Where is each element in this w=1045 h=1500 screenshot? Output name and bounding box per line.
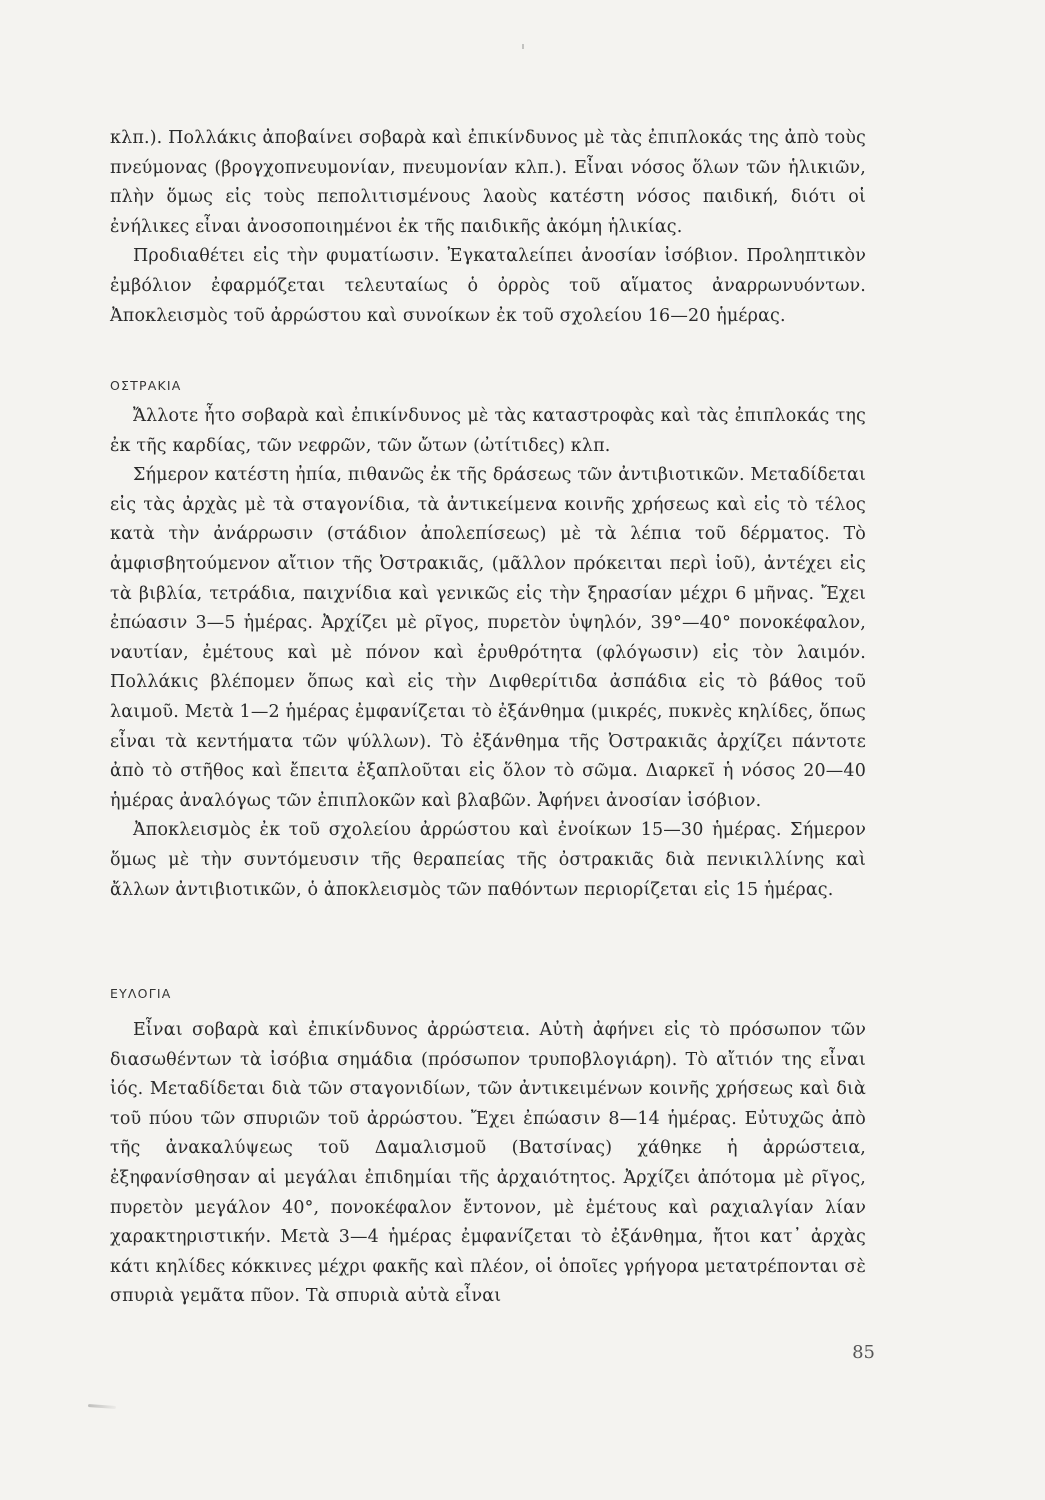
paragraph-measles-prevention: Προδιαθέτει εἰς τὴν φυματίωσιν. Ἐγκαταλείπει ἀνοσίαν ἰσόβιον. Προληπτικὸν ἐμβόλιον ἐφαρμόζεται τελευταίως ὁ ὀρρὸς τοῦ αἵματος ἀναρρωνυόντων. Ἀποκλεισμὸς τοῦ ἀρρώστου καὶ συνοίκων ἐκ τοῦ σχολείου 16—20 ἡμέρας. [110,246,866,326]
paragraph-scarlet-fever-exclusion: Ἀποκλεισμὸς ἐκ τοῦ σχολείου ἀρρώστου καὶ ἐνοίκων 15—30 ἡμέρας. Σήμερον ὅμως μὲ τὴν συντόμευσιν τῆς θεραπείας τῆς ὀστρακιᾶς διὰ πενικιλλίνης καὶ ἄλλων ἀντιβιοτικῶν, ὁ ἀποκλεισμὸς τῶν παθόντων περιορίζεται εἰς 15 ἡμέρας. [110,820,866,900]
scarlet-fever-section-text [110,402,866,905]
heading-scarlet-fever: ΟΣΤΡΑΚΙΑ [110,378,182,393]
paragraph-scarlet-fever-history: Ἄλλοτε ἦτο σοβαρὰ καὶ ἐπικίνδυνος μὲ τὰς καταστροφὰς καὶ τὰς ἐπιπλοκάς της ἐκ τῆς καρδίας, τῶν νεφρῶν, τῶν ὤτων (ὠτίτιδες) κλπ. [110,406,866,456]
scan-smudge [88,1404,116,1409]
scan-mark [522,44,524,49]
paragraph-scarlet-fever-description: Σήμερον κατέστη ἠπία, πιθανῶς ἐκ τῆς δράσεως τῶν ἀντιβιοτικῶν. Μεταδίδεται εἰς τὰς ἀρχὰς μὲ τὰ σταγονίδια, τὰ ἀντικείμενα κοινῆς χρήσεως καὶ εἰς τὸ τέλος κατὰ τὴν ἀνάρρωσιν (στάδιον ἀπολεπίσεως) μὲ τὰ λέπια τοῦ δέρματος. Τὸ ἀμφισβητούμενον αἴτιον τῆς Ὀστρακιᾶς, (μᾶλλον πρόκειται περὶ ἰοῦ), ἀντέχει εἰς τὰ βιβλία, τετράδια, παιχνίδια καὶ γενικῶς εἰς τὴν ξηρασίαν μέχρι 6 μῆνας. Ἔχει ἐπώασιν 3—5 ἡμέρας. Ἀρχίζει μὲ ρῖγος, πυρετὸν ὑψηλόν, 39°—40° πονοκέφαλον, ναυτίαν, ἐμέτους καὶ μὲ πόνον καὶ ἐρυθρότητα (φλόγωσιν) εἰς τὸν λαιμόν. Πολλάκις βλέπομεν ὅπως καὶ εἰς τὴν Διφθερίτιδα ἀσπάδια εἰς τὸ βάθος τοῦ λαιμοῦ. Μετὰ 1—2 ἡμέρας ἐμφανίζεται τὸ ἐξάνθημα (μικρές, πυκνὲς κηλίδες, ὅπως εἶναι τὰ κεντήματα τῶν ψύλλων). Τὸ ἐξάνθημα τῆς Ὀστρακιᾶς ἀρχίζει πάντοτε ἀπὸ τὸ στῆθος καὶ ἔπειτα ἐξαπλοῦται εἰς ὅλον τὸ σῶμα. Διαρκεῖ ἡ νόσος 20—40 ἡμέρας ἀναλόγως τῶν ἐπιπλοκῶν καὶ βλαβῶν. Ἀφήνει ἀνοσίαν ἰσόβιον. [110,465,866,811]
heading-smallpox: ΕΥΛΟΓΙΑ [110,986,172,1001]
smallpox-section-text [110,1016,866,1312]
page-number: 85 [852,1342,875,1363]
paragraph-smallpox-description: Εἶναι σοβαρὰ καὶ ἐπικίνδυνος ἀρρώστεια. Αὐτὴ ἀφήνει εἰς τὸ πρόσωπον τῶν διασωθέντων τὰ ἰσόβια σημάδια (πρόσωπον τρυποβλογιάρη). Τὸ αἴτιόν της εἶναι ἰός. Μεταδίδεται διὰ τῶν σταγονιδίων, τῶν ἀντικειμένων κοινῆς χρήσεως καὶ διὰ τοῦ πύου τῶν σπυριῶν τοῦ ἀρρώστου. Ἔχει ἐπώασιν 8—14 ἡμέρας. Εὐτυχῶς ἀπὸ τῆς ἀνακαλύψεως τοῦ Δαμαλισμοῦ (Βατσίνας) χάθηκε ἡ ἀρρώστεια, ἐξηφανίσθησαν αἱ μεγάλαι ἐπιδημίαι τῆς ἀρχαιότητος. Ἀρχίζει ἀπότομα μὲ ρῖγος, πυρετὸν μεγάλον 40°, πονοκέφαλον ἔντονον, μὲ ἐμέτους καὶ ραχιαλγίαν λίαν χαρακτηριστικήν. Μετὰ 3—4 ἡμέρας ἐμφανίζεται τὸ ἐξάνθημα, ἤτοι κατ᾿ ἀρχὰς κάτι κηλίδες κόκκινες μέχρι φακῆς καὶ πλέον, οἱ ὁποῖες γρήγορα μετατρέπονται σὲ σπυριὰ γεμᾶτα πῦον. Τὰ σπυριὰ αὐτὰ εἶναι [110,1020,866,1307]
measles-section-text [110,124,866,331]
paragraph-measles-complications: κλπ.). Πολλάκις ἀποβαίνει σοβαρὰ καὶ ἐπικίνδυνος μὲ τὰς ἐπιπλοκάς της ἀπὸ τοὺς πνεύμονας (βρογχοπνευμονίαν, πνευμονίαν κλπ.). Εἶναι νόσος ὅλων τῶν ἡλικιῶν, πλὴν ὅμως εἰς τοὺς πεπολιτισμένους λαοὺς κατέστη νόσος παιδική, διότι οἱ ἐνήλικες εἶναι ἀνοσοποιημένοι ἐκ τῆς παιδικῆς ἀκόμη ἡλικίας. [110,128,866,237]
